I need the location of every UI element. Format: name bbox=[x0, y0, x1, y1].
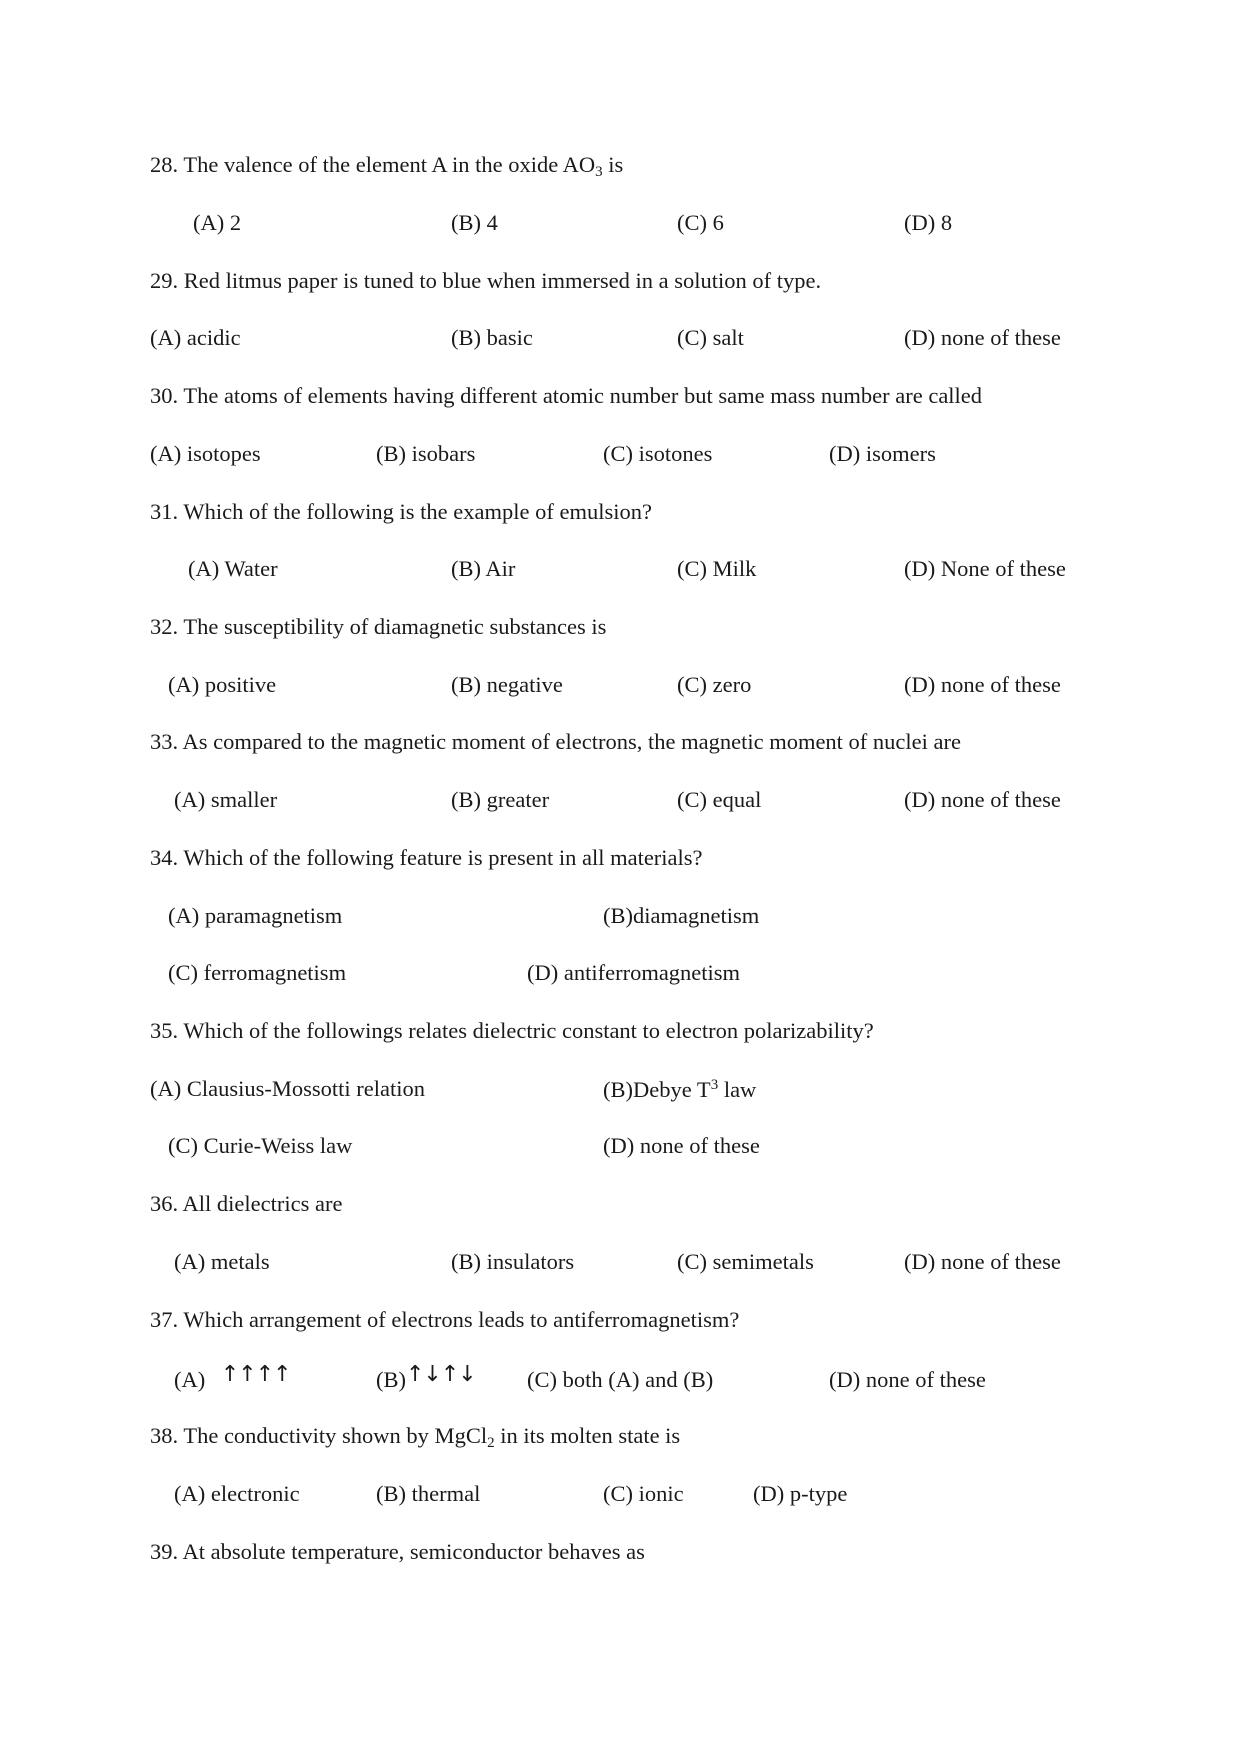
option-32-d: (D) none of these bbox=[904, 672, 1061, 697]
question-30: 30. The atoms of elements having different atomic number but same mass number are called bbox=[150, 383, 983, 408]
option-35-c: (C) Curie-Weiss law bbox=[168, 1133, 353, 1158]
option-37-b bbox=[376, 1362, 476, 1392]
option-36-b: (B) insulators bbox=[451, 1249, 575, 1274]
question-28-subscript: 3 bbox=[595, 164, 603, 180]
question-33: 33. As compared to the magnetic moment of electrons, the magnetic moment of nuclei are bbox=[150, 729, 961, 754]
antiparallel-spins-arrows-icon: ↑↓↑↓ bbox=[406, 1362, 476, 1387]
option-30-d: (D) isomers bbox=[829, 441, 936, 466]
option-34-c: (C) ferromagnetism bbox=[168, 960, 347, 985]
question-36: 36. All dielectrics are bbox=[150, 1191, 343, 1216]
question-29: 29. Red litmus paper is tuned to blue when immersed in a solution of type. bbox=[150, 268, 822, 293]
question-35: 35. Which of the followings relates dielectric constant to electron polarizability? bbox=[150, 1018, 874, 1043]
option-29-b: (B) basic bbox=[451, 325, 533, 350]
option-28-a: (A) 2 bbox=[193, 210, 242, 235]
question-38-text-end: in its molten state is bbox=[494, 1423, 681, 1448]
option-31-b: (B) Air bbox=[451, 556, 516, 581]
question-37: 37. Which arrangement of electrons leads to antiferromagnetism? bbox=[150, 1307, 740, 1332]
option-38-c: (C) ionic bbox=[603, 1481, 684, 1506]
option-33-c: (C) equal bbox=[677, 787, 762, 812]
option-37-d: (D) none of these bbox=[829, 1367, 986, 1392]
option-34-b: (B)diamagnetism bbox=[603, 903, 760, 928]
option-37-a-label: (A) bbox=[174, 1367, 206, 1392]
question-38 bbox=[150, 1425, 680, 1451]
option-35-b-text-end: law bbox=[718, 1077, 757, 1102]
option-33-d: (D) none of these bbox=[904, 787, 1061, 812]
option-38-b: (B) thermal bbox=[376, 1481, 481, 1506]
option-30-b: (B) isobars bbox=[376, 441, 476, 466]
option-36-d: (D) none of these bbox=[904, 1249, 1061, 1274]
question-32: 32. The susceptibility of diamagnetic substances is bbox=[150, 614, 607, 639]
option-29-a: (A) acidic bbox=[150, 325, 241, 350]
question-38-text: 38. The conductivity shown by MgCl bbox=[150, 1423, 488, 1448]
option-35-a: (A) Clausius-Mossotti relation bbox=[150, 1076, 425, 1101]
option-28-b: (B) 4 bbox=[451, 210, 498, 235]
option-37-c: (C) both (A) and (B) bbox=[527, 1367, 714, 1392]
option-36-a: (A) metals bbox=[174, 1249, 270, 1274]
question-34: 34. Which of the following feature is present in all materials? bbox=[150, 845, 703, 870]
question-39: 39. At absolute temperature, semiconductor behaves as bbox=[150, 1539, 645, 1564]
option-38-d: (D) p-type bbox=[753, 1481, 848, 1506]
option-28-d: (D) 8 bbox=[904, 210, 953, 235]
option-37-a bbox=[174, 1362, 291, 1392]
option-34-a: (A) paramagnetism bbox=[168, 903, 343, 928]
question-31: 31. Which of the following is the example of emulsion? bbox=[150, 499, 652, 524]
option-32-b: (B) negative bbox=[451, 672, 563, 697]
option-31-d: (D) None of these bbox=[904, 556, 1066, 581]
option-30-a: (A) isotopes bbox=[150, 441, 261, 466]
option-35-b bbox=[603, 1078, 756, 1102]
option-30-c: (C) isotones bbox=[603, 441, 713, 466]
question-38-subscript: 2 bbox=[487, 1435, 495, 1451]
option-29-d: (D) none of these bbox=[904, 325, 1061, 350]
parallel-spins-arrows-icon: ↑↑↑↑ bbox=[220, 1362, 291, 1387]
option-35-b-superscript: 3 bbox=[710, 1077, 719, 1093]
question-28-text-end: is bbox=[602, 152, 624, 177]
option-29-c: (C) salt bbox=[677, 325, 744, 350]
option-35-d: (D) none of these bbox=[603, 1133, 760, 1158]
question-28-text: 28. The valence of the element A in the oxide AO bbox=[150, 152, 596, 177]
option-28-c: (C) 6 bbox=[677, 210, 724, 235]
option-32-a: (A) positive bbox=[168, 672, 277, 697]
option-31-a: (A) Water bbox=[188, 556, 278, 581]
option-36-c: (C) semimetals bbox=[677, 1249, 814, 1274]
option-31-c: (C) Milk bbox=[677, 556, 757, 581]
question-28 bbox=[150, 154, 623, 180]
option-33-b: (B) greater bbox=[451, 787, 550, 812]
option-33-a: (A) smaller bbox=[174, 787, 278, 812]
option-37-b-label: (B) bbox=[376, 1367, 406, 1392]
option-38-a: (A) electronic bbox=[174, 1481, 300, 1506]
option-35-b-text: (B)Debye T bbox=[603, 1077, 711, 1102]
option-32-c: (C) zero bbox=[677, 672, 752, 697]
option-34-d: (D) antiferromagnetism bbox=[527, 960, 741, 985]
